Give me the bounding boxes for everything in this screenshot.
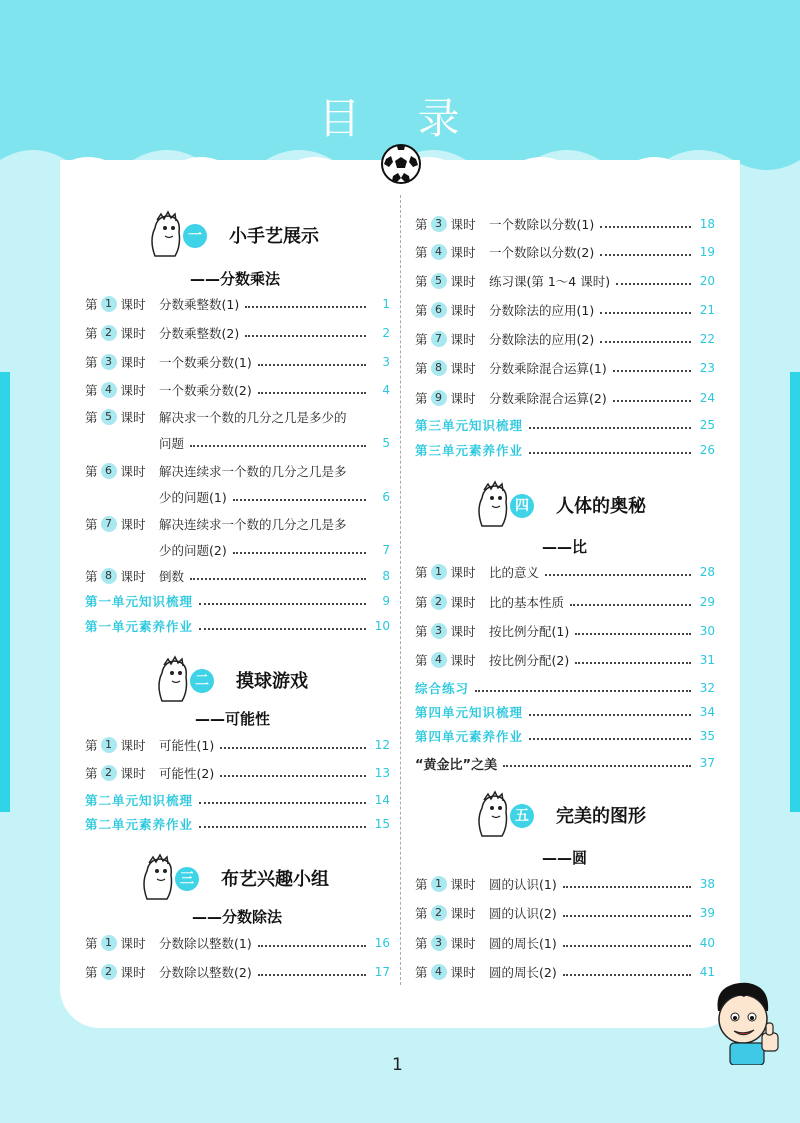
- toc-row-homework[interactable]: [85, 813, 390, 835]
- review-title: 第二单元知识梳理: [85, 793, 194, 808]
- lesson-number-badge: 1: [101, 296, 117, 312]
- lesson-label: 第 3 课时: [415, 217, 476, 232]
- unit-number-badge: 五: [510, 804, 534, 828]
- leader-dots: [258, 935, 366, 947]
- leader-dots: [600, 216, 691, 228]
- leader-dots: [529, 728, 691, 740]
- lesson-number-badge: 8: [431, 360, 447, 376]
- lesson-title: 比的意义: [489, 565, 540, 580]
- lesson-number-badge: 1: [431, 876, 447, 892]
- lesson-number-badge: 8: [101, 568, 117, 584]
- leader-dots: [258, 354, 366, 366]
- unit-number-badge: 三: [175, 867, 199, 891]
- toc-row-homework[interactable]: [85, 615, 390, 637]
- unit-heading: [472, 480, 712, 532]
- lesson-number-badge: 1: [101, 737, 117, 753]
- lesson-label: 第 2 课时: [85, 326, 146, 341]
- toc-row[interactable]: [85, 932, 390, 954]
- homework-title: 第一单元素养作业: [85, 619, 194, 634]
- lesson-number-badge: 4: [101, 382, 117, 398]
- lesson-number-badge: 9: [431, 390, 447, 406]
- toc-row[interactable]: [85, 379, 390, 401]
- page-number: 32: [699, 681, 715, 695]
- lesson-label: 第 2 课时: [85, 766, 146, 781]
- lesson-title: 分数乘整数(2): [159, 326, 240, 341]
- leader-dots: [529, 704, 691, 716]
- review-title: 第三单元知识梳理: [415, 418, 524, 433]
- lesson-title: 一个数乘分数(1): [159, 355, 252, 370]
- page-number: 5: [382, 436, 390, 450]
- page-title: 目 录: [318, 94, 482, 143]
- lesson-number-badge: 3: [431, 623, 447, 639]
- unit-title: 小手艺展示: [229, 226, 319, 247]
- lesson-label: 第 5 课时: [415, 274, 476, 289]
- page-number: 22: [699, 332, 715, 346]
- review-title: 第一单元知识梳理: [85, 594, 194, 609]
- toc-row[interactable]: [415, 902, 715, 924]
- leader-dots: [575, 652, 691, 664]
- lesson-title: 按比例分配(2): [489, 653, 570, 668]
- page-number: 39: [699, 906, 715, 920]
- lesson-label: 第 1 课时: [85, 738, 146, 753]
- page-number: 17: [374, 965, 390, 979]
- toc-row[interactable]: [415, 561, 715, 583]
- lesson-label: 第 1 课时: [85, 936, 146, 951]
- lesson-title: 分数除法的应用(1): [489, 303, 595, 318]
- lesson-label: 第 4 课时: [85, 383, 146, 398]
- lesson-title: 可能性(1): [159, 738, 215, 753]
- toc-row[interactable]: [415, 328, 715, 350]
- unit-number-badge: 二: [190, 669, 214, 693]
- leader-dots: [475, 680, 691, 692]
- lesson-number-badge: 2: [101, 325, 117, 341]
- lesson-label: 第 7 课时: [415, 332, 476, 347]
- right-side-strip: [790, 372, 800, 812]
- lesson-title: 分数乘整数(1): [159, 297, 240, 312]
- lesson-label: 第 8 课时: [415, 361, 476, 376]
- page-number: 8: [382, 569, 390, 583]
- lesson-label: 第 8 课时: [85, 569, 146, 584]
- lesson-label: 第 2 课时: [415, 595, 476, 610]
- leader-dots: [199, 618, 366, 630]
- page-number: 21: [699, 303, 715, 317]
- lesson-title: 解决连续求一个数的几分之几是多: [159, 464, 347, 479]
- lesson-number-badge: 1: [101, 935, 117, 951]
- leader-dots: [613, 390, 691, 402]
- unit-number-badge: 四: [510, 494, 534, 518]
- toc-row[interactable]: [415, 299, 715, 321]
- leader-dots: [199, 792, 366, 804]
- leader-dots: [563, 964, 691, 976]
- lesson-title-line2: 少的问题(1): [159, 490, 227, 505]
- leader-dots: [563, 935, 691, 947]
- leader-dots: [613, 360, 691, 372]
- lesson-title: 分数乘除混合运算(2): [489, 391, 607, 406]
- soccer-ball-icon: [380, 143, 422, 185]
- lesson-label: 第 1 课时: [85, 297, 146, 312]
- lesson-title: 分数乘除混合运算(1): [489, 361, 607, 376]
- leader-dots: [245, 296, 366, 308]
- lesson-title: 一个数乘分数(2): [159, 383, 252, 398]
- lesson-label: 第 2 课时: [85, 965, 146, 980]
- unit-subtitle: ——可能性: [195, 710, 271, 728]
- leader-dots: [245, 325, 366, 337]
- page-number: 38: [699, 877, 715, 891]
- lesson-label: 第 7 课时: [85, 517, 146, 532]
- page-number: 18: [699, 217, 715, 231]
- unit-heading: [152, 655, 392, 707]
- review-title: 第四单元知识梳理: [415, 705, 524, 720]
- lesson-title: 解决连续求一个数的几分之几是多: [159, 517, 347, 532]
- toc-row[interactable]: [415, 241, 715, 263]
- page-number: 41: [699, 965, 715, 979]
- toc-row[interactable]: [415, 620, 715, 642]
- lesson-label: 第 1 课时: [415, 877, 476, 892]
- page-number: 26: [699, 443, 715, 457]
- unit-title: 布艺兴趣小组: [221, 869, 329, 890]
- toc-row[interactable]: [85, 293, 390, 315]
- page-number: 34: [699, 705, 715, 719]
- page-number: 13: [374, 766, 390, 780]
- leader-dots: [600, 302, 691, 314]
- leader-dots: [570, 594, 691, 606]
- unit-subtitle: ——圆: [542, 849, 588, 867]
- lesson-number-badge: 3: [101, 354, 117, 370]
- page-number: 28: [699, 565, 715, 579]
- toc-row[interactable]: [85, 515, 390, 559]
- unit-number-badge: 一: [183, 224, 207, 248]
- unit-title: 完美的图形: [556, 806, 646, 827]
- toc-row[interactable]: [415, 961, 715, 983]
- page-number: 19: [699, 245, 715, 259]
- toc-row[interactable]: [85, 351, 390, 373]
- lesson-number-badge: 4: [431, 964, 447, 980]
- toc-row-review[interactable]: [85, 789, 390, 811]
- page-number: 20: [699, 274, 715, 288]
- lesson-number-badge: 2: [431, 905, 447, 921]
- leader-dots: [600, 244, 691, 256]
- lesson-number-badge: 2: [431, 594, 447, 610]
- page-number: 29: [699, 595, 715, 609]
- leader-dots: [600, 331, 691, 343]
- page-number: 2: [382, 326, 390, 340]
- lesson-title: 解决求一个数的几分之几是多少的: [159, 410, 347, 425]
- lesson-title: 圆的认识(1): [489, 877, 557, 892]
- lesson-label: 第 3 课时: [415, 936, 476, 951]
- leader-dots: [545, 564, 691, 576]
- lesson-title-line2: 问题: [159, 436, 185, 451]
- leader-dots: [233, 542, 366, 554]
- leader-dots: [190, 568, 366, 580]
- unit-subtitle: ——分数乘法: [190, 270, 281, 288]
- practice-title: 综合练习: [415, 681, 470, 696]
- lesson-number-badge: 5: [431, 273, 447, 289]
- homework-title: 第四单元素养作业: [415, 729, 524, 744]
- lesson-title: 分数除以整数(2): [159, 965, 252, 980]
- toc-row-homework[interactable]: [415, 439, 715, 461]
- leader-dots: [233, 489, 366, 501]
- leader-dots: [199, 593, 366, 605]
- lesson-label: 第 4 课时: [415, 965, 476, 980]
- lesson-title: 一个数除以分数(2): [489, 245, 595, 260]
- toc-row[interactable]: [415, 932, 715, 954]
- lesson-title: 按比例分配(1): [489, 624, 570, 639]
- toc-row-review[interactable]: [415, 701, 715, 723]
- toc-row-practice[interactable]: [415, 677, 715, 699]
- lesson-title: 一个数除以分数(1): [489, 217, 595, 232]
- toc-row-review[interactable]: [415, 414, 715, 436]
- toc-row[interactable]: [85, 734, 390, 756]
- lesson-title: 圆的认识(2): [489, 906, 557, 921]
- unit-subtitle: ——比: [542, 538, 588, 556]
- toc-row[interactable]: [415, 357, 715, 379]
- column-divider: [400, 195, 401, 985]
- leader-dots: [220, 737, 366, 749]
- unit-subtitle: ——分数除法: [192, 908, 283, 926]
- unit-heading: [137, 853, 392, 905]
- page-number: 10: [374, 619, 390, 633]
- leader-dots: [258, 964, 366, 976]
- lesson-number-badge: 4: [431, 652, 447, 668]
- toc-row-homework[interactable]: [415, 725, 715, 747]
- toc-row[interactable]: [415, 270, 715, 292]
- page-number: 3: [382, 355, 390, 369]
- lesson-number-badge: 1: [431, 564, 447, 580]
- toc-row[interactable]: [415, 649, 715, 671]
- feature-title: “黄金比”之美: [415, 757, 498, 773]
- lesson-title-line2: 少的问题(2): [159, 543, 227, 558]
- lesson-title: 分数除法的应用(2): [489, 332, 595, 347]
- lesson-number-badge: 3: [431, 216, 447, 232]
- lesson-number-badge: 5: [101, 409, 117, 425]
- lesson-label: 第 4 课时: [415, 245, 476, 260]
- lesson-number-badge: 2: [101, 765, 117, 781]
- unit-title: 摸球游戏: [236, 671, 308, 692]
- lesson-title: 可能性(2): [159, 766, 215, 781]
- lesson-label: 第 1 课时: [415, 565, 476, 580]
- toc-row-feature[interactable]: [415, 752, 715, 774]
- page-number: 6: [382, 490, 390, 504]
- leader-dots: [529, 417, 691, 429]
- page-number: 37: [699, 756, 715, 770]
- page-number: 14: [374, 793, 390, 807]
- toc-row[interactable]: [85, 462, 390, 506]
- lesson-number-badge: 2: [101, 964, 117, 980]
- lesson-number-badge: 6: [431, 302, 447, 318]
- page-number: 4: [382, 383, 390, 397]
- lesson-title: 圆的周长(1): [489, 936, 557, 951]
- lesson-label: 第 3 课时: [85, 355, 146, 370]
- lesson-label: 第 5 课时: [85, 410, 146, 425]
- page-number: 9: [382, 594, 390, 608]
- lesson-number-badge: 3: [431, 935, 447, 951]
- homework-title: 第二单元素养作业: [85, 817, 194, 832]
- toc-row[interactable]: [85, 565, 390, 587]
- lesson-number-badge: 7: [431, 331, 447, 347]
- unit-title: 人体的奥秘: [556, 496, 646, 517]
- leader-dots: [529, 442, 691, 454]
- page-number-footer: 1: [392, 1055, 403, 1075]
- page-number: 15: [374, 817, 390, 831]
- lesson-label: 第 3 课时: [415, 624, 476, 639]
- page-number: 40: [699, 936, 715, 950]
- toc-row[interactable]: [415, 873, 715, 895]
- page-number: 23: [699, 361, 715, 375]
- lesson-label: 第 6 课时: [415, 303, 476, 318]
- page-number: 25: [699, 418, 715, 432]
- page-number: 1: [382, 297, 390, 311]
- unit-heading: [145, 210, 395, 262]
- page-number: 16: [374, 936, 390, 950]
- toc-row[interactable]: [415, 213, 715, 235]
- lesson-title: 倒数: [159, 569, 185, 584]
- lesson-number-badge: 7: [101, 516, 117, 532]
- leader-dots: [190, 435, 366, 447]
- lesson-title: 圆的周长(2): [489, 965, 557, 980]
- lesson-label: 第 6 课时: [85, 464, 146, 479]
- page-number: 35: [699, 729, 715, 743]
- leader-dots: [258, 382, 366, 394]
- unit-heading: [472, 790, 712, 842]
- toc-row[interactable]: [85, 408, 390, 452]
- toc-row[interactable]: [415, 387, 715, 409]
- lesson-label: 第 9 课时: [415, 391, 476, 406]
- leader-dots: [503, 755, 691, 767]
- leader-dots: [563, 876, 691, 888]
- toc-row[interactable]: [415, 591, 715, 613]
- page-number: 30: [699, 624, 715, 638]
- lesson-title: 分数除以整数(1): [159, 936, 252, 951]
- toc-row-review[interactable]: [85, 590, 390, 612]
- toc-row[interactable]: [85, 961, 390, 983]
- lesson-number-badge: 4: [431, 244, 447, 260]
- toc-row[interactable]: [85, 322, 390, 344]
- page-number: 7: [382, 543, 390, 557]
- left-side-strip: [0, 372, 10, 812]
- lesson-number-badge: 6: [101, 463, 117, 479]
- leader-dots: [199, 816, 366, 828]
- lesson-label: 第 2 课时: [415, 906, 476, 921]
- page-number: 12: [374, 738, 390, 752]
- toc-row[interactable]: [85, 762, 390, 784]
- lesson-title: 练习课(第 1～4 课时): [489, 274, 611, 289]
- lesson-label: 第 4 课时: [415, 653, 476, 668]
- page-number: 24: [699, 391, 715, 405]
- homework-title: 第三单元素养作业: [415, 443, 524, 458]
- leader-dots: [616, 273, 691, 285]
- boy-thumbs-up-icon: [700, 975, 790, 1065]
- lesson-title: 比的基本性质: [489, 595, 565, 610]
- page-number: 31: [699, 653, 715, 667]
- leader-dots: [220, 765, 366, 777]
- leader-dots: [563, 905, 691, 917]
- leader-dots: [575, 623, 691, 635]
